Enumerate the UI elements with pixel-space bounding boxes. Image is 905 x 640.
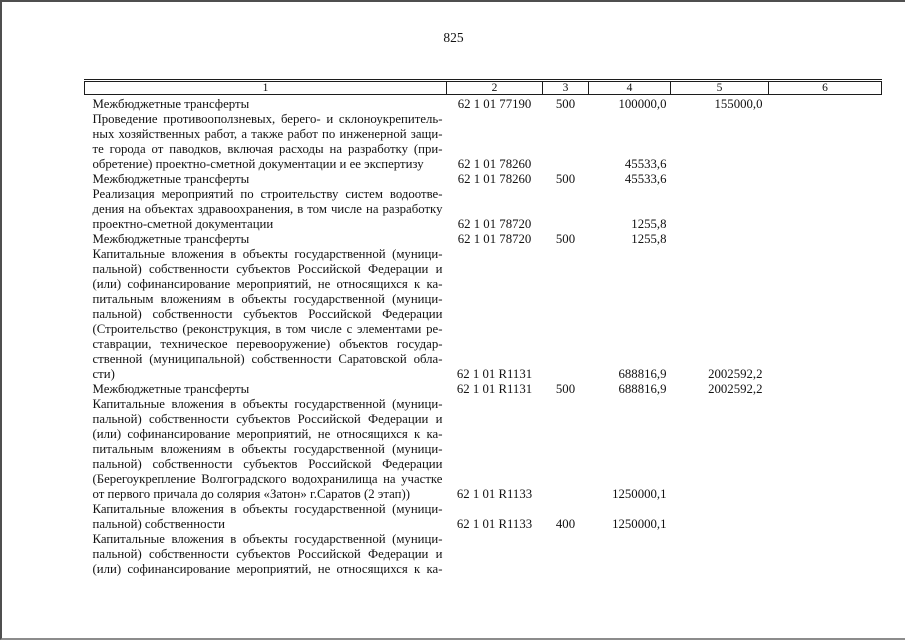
column-header-5: 5 <box>671 81 769 95</box>
cell-amount-col5: 2002592,2 <box>708 367 763 381</box>
cell-amount-col4: 688816,9 <box>618 367 667 381</box>
cell-col6 <box>769 232 882 247</box>
cell-expense-type <box>543 112 589 172</box>
name-line: от первого причала до солярия «Затон» г.Саратов (2 этап)) <box>92 487 410 501</box>
cell-amount-col4: 100000,0 <box>618 97 667 111</box>
table-row <box>85 95 882 113</box>
name-line: пальной) собственности <box>92 517 225 531</box>
name-line: дения на объектах здравоохранения, в том числе на разработку <box>92 202 443 216</box>
cell-col6 <box>769 382 882 397</box>
table-row <box>85 532 882 577</box>
table-body <box>85 95 882 578</box>
cell-name <box>85 112 447 172</box>
cell-expense-type: 500 <box>555 172 576 186</box>
table-row <box>85 112 882 172</box>
cell-expense-type: 500 <box>555 97 576 111</box>
budget-table <box>84 79 882 577</box>
name-line: пальной) собственности субъектов Российской Федерации <box>92 307 443 321</box>
name-line: пальной) собственности субъектов Российской Федерации и <box>92 262 443 276</box>
column-header-3: 3 <box>543 81 589 95</box>
name-line: Межбюджетные трансферты <box>92 97 250 111</box>
cell-name <box>85 397 447 502</box>
cell-amount-col5 <box>671 532 769 577</box>
cell-col6 <box>769 502 882 532</box>
name-line: Межбюджетные трансферты <box>92 172 250 186</box>
table-row <box>85 502 882 532</box>
cell-amount-col5 <box>671 187 769 232</box>
cell-code: 62 1 01 77190 <box>457 97 532 111</box>
table-row <box>85 172 882 187</box>
table-row <box>85 232 882 247</box>
cell-col6 <box>769 247 882 382</box>
name-line: (или) софинансирование мероприятий, не относящихся к ка- <box>92 277 443 291</box>
cell-name <box>85 232 447 247</box>
name-line: обретение) проектно-сметной документации и ее экспертизу <box>92 157 424 171</box>
column-header-2: 2 <box>447 81 543 95</box>
cell-amount-col5 <box>671 397 769 502</box>
cell-col6 <box>769 172 882 187</box>
cell-code <box>447 532 543 577</box>
cell-col6 <box>769 187 882 232</box>
column-header-row <box>85 81 882 95</box>
cell-expense-type: 500 <box>555 382 576 396</box>
cell-expense-type: 400 <box>555 517 576 531</box>
name-line: Капитальные вложения в объекты государственной (муници- <box>92 247 443 261</box>
cell-name <box>85 172 447 187</box>
cell-name <box>85 187 447 232</box>
cell-name <box>85 382 447 397</box>
cell-amount-col5 <box>671 232 769 247</box>
cell-amount-col5 <box>671 172 769 187</box>
name-line: Проведение противооползневых, берего- и склоноукрепитель- <box>92 112 443 126</box>
name-line: пальной) собственности субъектов Российской Федерации и <box>92 412 443 426</box>
cell-name <box>85 532 447 577</box>
cell-name <box>85 502 447 532</box>
table-header <box>85 81 882 95</box>
name-line: Капитальные вложения в объекты государственной (муници- <box>92 502 443 516</box>
cell-name <box>85 95 447 113</box>
name-line: проектно-сметной документации <box>92 217 274 231</box>
name-line: сти) <box>92 367 115 381</box>
name-line: (или) софинансирование мероприятий, не относящихся к ка- <box>92 427 443 441</box>
cell-code: 62 1 01 R1133 <box>456 487 533 501</box>
name-line: (Берегоукрепление Волгоградского водохранилища на участке <box>92 472 443 486</box>
name-line: Межбюджетные трансферты <box>92 232 250 246</box>
column-header-6: 6 <box>769 81 882 95</box>
table-row <box>85 397 882 502</box>
cell-code: 62 1 01 78720 <box>457 217 532 231</box>
cell-amount-col5: 155000,0 <box>714 97 763 111</box>
cell-amount-col4: 45533,6 <box>624 157 667 171</box>
name-line: ных хозяйственных работ, а также работ по инженерной защи- <box>92 127 443 141</box>
cell-code: 62 1 01 78260 <box>457 157 532 171</box>
page-number: 825 <box>443 30 464 45</box>
name-line: (Строительство (реконструкция, в том числе с элементами ре- <box>92 322 443 336</box>
name-line: ставрации, техническое перевооружение) объектов государ- <box>92 337 443 351</box>
name-line: питальным вложениям в объекты государственной (муници- <box>92 292 443 306</box>
cell-amount-col4: 688816,9 <box>618 382 667 396</box>
cell-expense-type <box>543 247 589 382</box>
cell-code: 62 1 01 78260 <box>457 172 532 186</box>
cell-amount-col4: 45533,6 <box>624 172 667 186</box>
cell-amount-col5 <box>671 112 769 172</box>
cell-code: 62 1 01 78720 <box>457 232 532 246</box>
cell-expense-type <box>543 532 589 577</box>
name-line: питальным вложениям в объекты государственной (муници- <box>92 442 443 456</box>
cell-amount-col4: 1250000,1 <box>612 517 667 531</box>
cell-col6 <box>769 112 882 172</box>
name-line: пальной) собственности субъектов Российской Федерации и <box>92 547 443 561</box>
table-row <box>85 382 882 397</box>
table-row <box>85 187 882 232</box>
cell-col6 <box>769 397 882 502</box>
cell-amount-col5: 2002592,2 <box>708 382 763 396</box>
cell-expense-type: 500 <box>555 232 576 246</box>
cell-code: 62 1 01 R1131 <box>456 367 533 381</box>
cell-amount-col5 <box>671 502 769 532</box>
column-header-4: 4 <box>589 81 671 95</box>
cell-expense-type <box>543 187 589 232</box>
cell-name <box>85 247 447 382</box>
name-line: пальной) собственности субъектов Российской Федерации <box>92 457 443 471</box>
cell-col6 <box>769 532 882 577</box>
cell-amount-col4: 1255,8 <box>631 217 667 231</box>
column-header-1: 1 <box>85 81 447 95</box>
cell-code: 62 1 01 R1131 <box>456 382 533 396</box>
cell-code: 62 1 01 R1133 <box>456 517 533 531</box>
cell-amount-col4 <box>589 532 671 577</box>
cell-expense-type <box>543 397 589 502</box>
name-line: ственной (муниципальной) собственности Саратовской обла- <box>92 352 443 366</box>
cell-amount-col4: 1250000,1 <box>612 487 667 501</box>
name-line: Межбюджетные трансферты <box>92 382 250 396</box>
name-line: (или) софинансирование мероприятий, не относящихся к ка- <box>92 562 443 576</box>
name-line: Реализация мероприятий по строительству систем водоотве- <box>92 187 443 201</box>
name-line: те города от паводков, включая расходы на разработку (при- <box>92 142 443 156</box>
name-line: Капитальные вложения в объекты государственной (муници- <box>92 532 443 546</box>
cell-amount-col4: 1255,8 <box>631 232 667 246</box>
cell-col6 <box>769 95 882 113</box>
table-row <box>85 247 882 382</box>
name-line: Капитальные вложения в объекты государственной (муници- <box>92 397 443 411</box>
